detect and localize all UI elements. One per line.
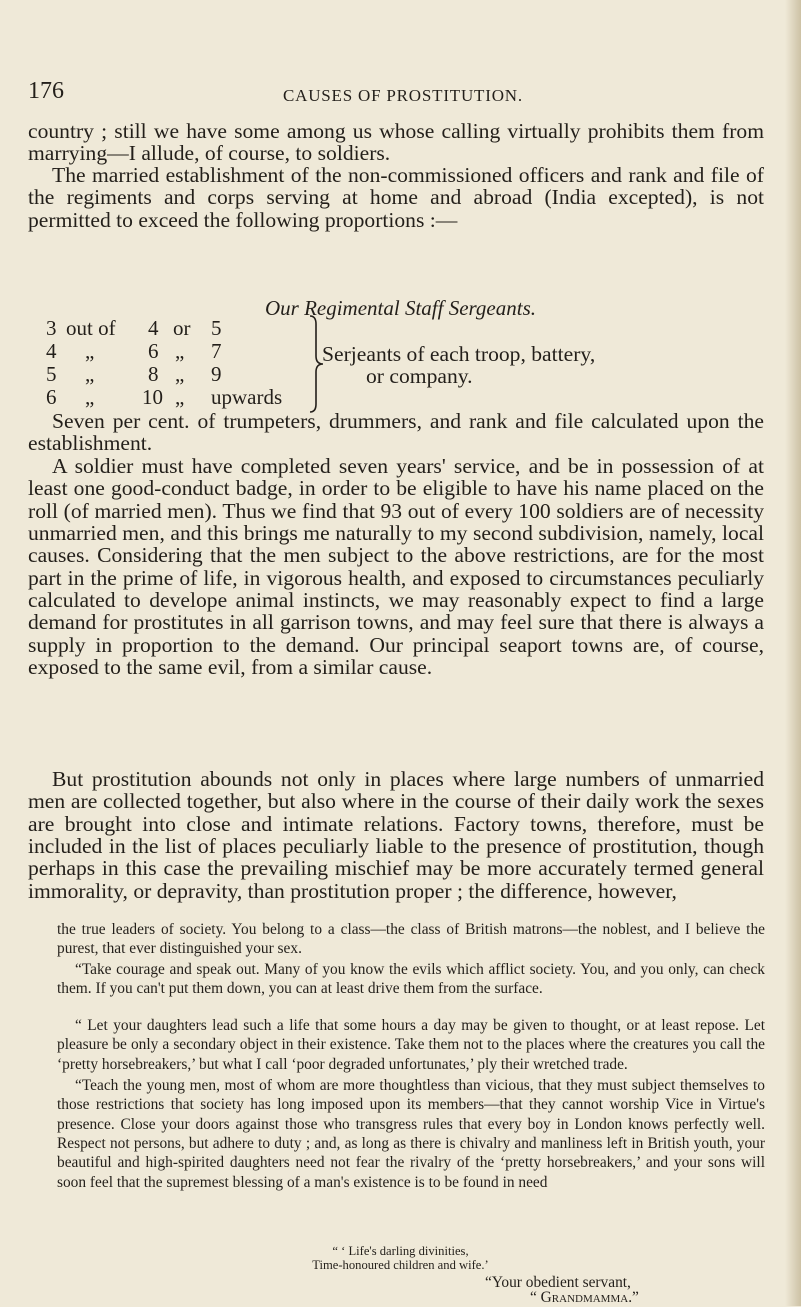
letter-paragraph: “Take courage and speak out. Many of you know the evils which afflict society. You, and you only, can check them. If you can't put them down, you can at least drive them from the surface. bbox=[57, 961, 765, 998]
letter-closing: “Your obedient servant, bbox=[485, 1274, 631, 1291]
paragraph-soldier-requirements: A soldier must have completed seven years' service, and be in possession of at least one good-conduct badge, in order to be eligible to have his name placed on the roll (of married men). Thus we find that 93 out of every 100 soldiers are of necessity unmarried men, and this brings me naturally to my second subdivision, namely, local causes. Considering that the men subject to the above restrictions, are for the most part in the prime of life, in vigorous health, and exposed to circumstances peculiarly calculated to develope animal instincts, we may reasonably expect to find a large demand for prostitutes in all garrison towns, and may feel sure that there is always a supply in proportion to the demand. Our principal seaport towns are, of course, exposed to the same evil, from a similar cause. bbox=[28, 454, 764, 680]
table-caption: Our Regimental Staff Sergeants. bbox=[264, 296, 537, 320]
brace-label-line1: Serjeants of each troop, battery, bbox=[322, 342, 596, 366]
verse-line: Time-honoured children and wife.’ bbox=[312, 1258, 489, 1272]
page-number: 176 bbox=[28, 78, 64, 104]
paragraph-factory-towns: But prostitution abounds not only in places where large numbers of unmarried men are collected together, but also where in the course of their daily work the sexes are brought into close and intimate relations. Factory towns, therefore, must be included in the list of places peculiarly liable to the presence of prostitution, though perhaps in this case the prevailing mischief may be more accurately termed general immorality, or depravity, than prostitution proper ; the difference, however, bbox=[28, 767, 764, 903]
letter-signature: “ Grandmamma.” bbox=[530, 1289, 639, 1306]
running-head: CAUSES OF PROSTITUTION. bbox=[283, 86, 523, 105]
paragraph-married-establishment: The married establishment of the non-commissioned officers and rank and file of the regiments and corps serving at home and abroad (India excepted), is not permitted to exceed the following proportions :— bbox=[28, 163, 764, 232]
brace-label-line2: or company. bbox=[366, 364, 473, 388]
paragraph-soldiers-intro: country ; still we have some among us whose calling virtually prohibits them from marrying—I allude, of course, to soldiers. bbox=[28, 119, 764, 166]
verse-line: “ ‘ Life's darling divinities, bbox=[332, 1244, 469, 1258]
page-edge-shadow bbox=[785, 0, 801, 1306]
book-page: 176 CAUSES OF PROSTITUTION. country ; still we have some among us whose calling virtually prohibits them from marrying—I allude, of course, to soldiers. The married establishment of the non-commissioned officers and rank and file of the regiments and corps serving at home and abroad (India excepted), is not permitted to exceed the following proportions :— Our Regimental Staff Sergeants. 3 out of 4 or 5 4 „ 6 „ 7 5 „ 8 „ 9 6 „ 10 „ upwards Serjeants of each troop, battery, or company. Seven per cent. of trumpeters, drummers, and rank and file calculated upon the establishment. A soldier must have completed seven years' service, and be in possession of at least one good-conduct badge, in order to be eligible to have his name placed on the roll (of married men). Thus we find that 93 out of every 100 soldiers are of necessity unmarried men, and this brings me naturally to my second subdivision, namely, local causes. Considering that the men subject to the above restrictions, are for the most part in the prime of life, in vigorous health, and exposed to circumstances peculiarly calculated to develope animal instincts, we may reasonably expect to find a large demand for prostitutes in all garrison towns, and may feel sure that there is always a supply in proportion to the demand. Our principal seaport towns are, of course, exposed to the same evil, from a similar cause. But prostitution abounds not only in places where large numbers of unmarried men are collected together, but also where in the course of their daily work the sexes are brought into close and intimate relations. Factory towns, therefore, must be included in the list of places peculiarly liable to the presence of prostitution, though perhaps in this case the prevailing mischief may be more accurately termed general immorality, or depravity, than prostitution proper ; the difference, however, the true leaders of society. You belong to a class—the class of British matrons—the noblest, and I believe the purest, that ever distinguished your sex. “Take courage and speak out. Many of you know the evils which afflict society. You, and you only, can check them. If you can't put them down, you can at least drive them from the surface. “ Let your daughters lead such a life that some hours a day may be given to thought, or at least repose. Let pleasure be only a secondary object in their existence. Take them not to the places where the creatures you call the ‘pretty horsebreakers,’ but what I call ‘poor degraded unfortunates,’ ply their wretched trade. “Teach the young men, most of whom are more thoughtless than vicious, that they must subject themselves to those restrictions that society has long imposed upon its members—that they cannot worship Vice in Virtue's presence. Close your doors against those who transgress rules that every boy in London knows perfectly well. Respect not persons, but adhere to duty ; and, as long as there is chivalry and manliness left in British youth, your beautiful and high-spirited daughters need not fear the rivalry of the ‘pretty horsebreakers,’ and your sons will soon feel that the supremest blessing of a man's existence is to be found in need “ ‘ Life's darling divinities, Time-honoured children and wife.’ “Your obedient servant, “ Grandmamma.” bbox=[0, 0, 801, 1306]
letter-paragraph: “ Let your daughters lead such a life that some hours a day may be given to thought, or at least repose. Let pleasure be only a secondary object in their existence. Take them not to the places where the creatures you call the ‘pretty horsebreakers,’ but what I call ‘poor degraded unfortunates,’ ply their wretched trade. bbox=[57, 1017, 765, 1073]
letter-paragraph: the true leaders of society. You belong to a class—the class of British matrons—the noblest, and I believe the purest, that ever distinguished your sex. bbox=[57, 921, 765, 958]
letter-paragraph: “Teach the young men, most of whom are more thoughtless than vicious, that they must subject themselves to those restrictions that society has long imposed upon its members—that they cannot worship Vice in Virtue's presence. Close your doors against those who transgress rules that every boy in London knows perfectly well. Respect not persons, but adhere to duty ; and, as long as there is chivalry and manliness left in British youth, your beautiful and high-spirited daughters need not fear the rivalry of the ‘pretty horsebreakers,’ and your sons will soon feel that the supremest blessing of a man's existence is to be found in need bbox=[57, 1077, 765, 1191]
paragraph-seven-per-cent: Seven per cent. of trumpeters, drummers, and rank and file calculated upon the establishment. bbox=[28, 409, 764, 456]
